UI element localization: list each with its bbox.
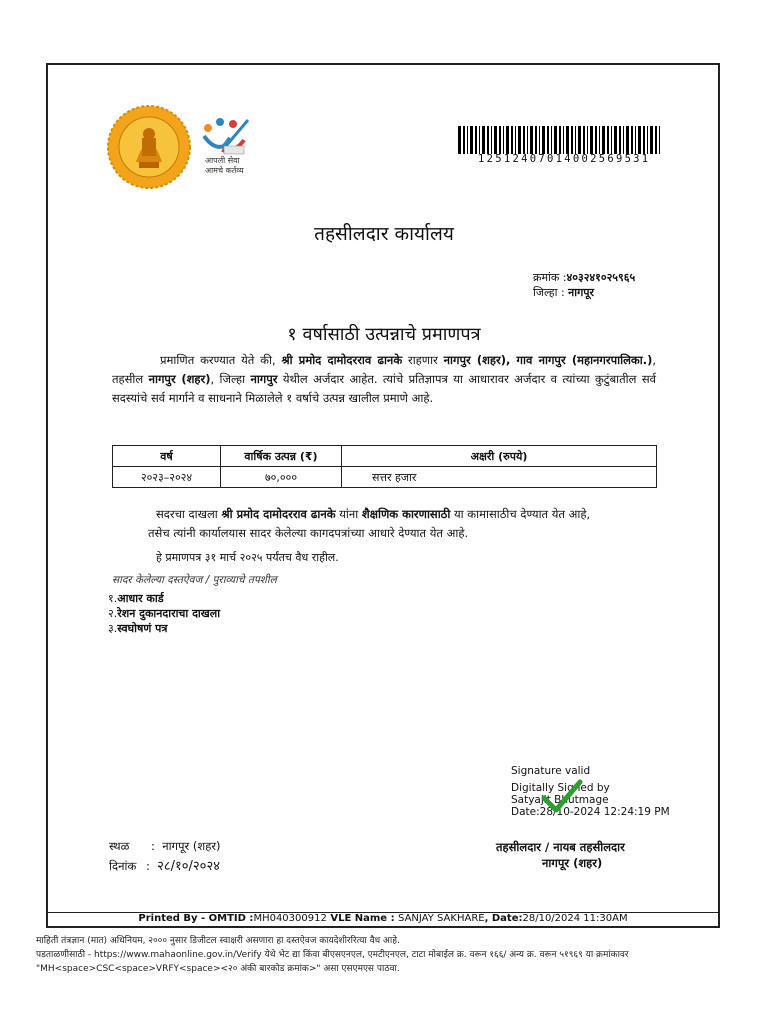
- signature-line-2: Satyajit Bhutmage: [511, 794, 609, 806]
- certificate-title: १ वर्षासाठी उत्पन्नाचे प्रमाणपत्र: [287, 324, 481, 345]
- vle-value: SANJAY SAKHARE: [398, 913, 485, 924]
- place-value: नागपूर (शहर): [162, 839, 221, 853]
- applicant-residence: नागपुर (शहर), गाव नागपुर (महानगरपालिका.): [443, 353, 653, 367]
- header-annual-income: वार्षिक उत्पन्न (₹): [221, 446, 342, 467]
- purpose-name: श्री प्रमोद दामोदरराव ढानके: [221, 507, 336, 521]
- purpose-text-3: या कामासाठीच देण्यात येत आहे,: [450, 507, 591, 521]
- cell-year: २०२३–२०२४: [113, 467, 221, 488]
- printed-by-line: [46, 913, 720, 924]
- income-table: [112, 445, 657, 488]
- maharashtra-emblem-icon: [106, 104, 192, 190]
- list-item: [108, 621, 167, 636]
- documents-heading: सादर केलेल्या दस्तऐवज / पुराव्याचे तपशील: [112, 574, 277, 586]
- barcode-icon: [458, 126, 664, 154]
- place-line: स्थळ : नागपूर (शहर): [109, 839, 221, 853]
- doc-label: आधार कार्ड: [117, 592, 164, 605]
- doc-label: स्वघोषणं पत्र: [117, 622, 168, 635]
- vle-label: VLE Name :: [326, 913, 399, 924]
- cell-income: ७०,०००: [221, 467, 342, 488]
- doc-num: ३.: [108, 622, 118, 635]
- printed-date-value: 28/10/2024 11:30AM: [522, 913, 628, 924]
- omtid-value: MH040300912: [253, 913, 327, 924]
- purpose-text-1: सदरचा दाखला: [156, 507, 222, 521]
- logo-tagline-line2: आमचे कर्तव्य: [205, 166, 244, 175]
- printed-label: Printed By -: [138, 913, 209, 924]
- logo-tagline-line1: आपली सेवा: [205, 156, 240, 165]
- table-row: [113, 467, 657, 488]
- certificate-border: [46, 63, 720, 928]
- intro-text-5: येथील अर्जदार आहेत. त्यांचे प्रतिज्ञापत्र या आधारावर अर्जदार व त्यांच्या कुटुंबातील सर्व सदस्यांचे सर्व मार्गाने व साधनाने मिळालेले १ वर्षाचे उत्पन्न खालील प्रमाणे आहे.: [112, 372, 656, 405]
- signature-check-icon: [540, 778, 584, 814]
- applicant-name: श्री प्रमोद दामोदरराव ढानके: [281, 353, 403, 367]
- intro-paragraph: [112, 351, 656, 408]
- header-year: वर्ष: [113, 446, 221, 467]
- footer-line-2: पडताळणीसाठी - https://www.mahaonline.gov.in/Verify येथे भेट द्या किंवा बीएसएनएल, एमटीएनएल, टाटा मोबाईल क्र. वरून १६६/ अन्य क्र. वरून ५१९६९ या क्रमांकावर: [36, 950, 629, 960]
- place-label: स्थळ: [109, 839, 130, 853]
- cell-in-words: सत्तर हजार: [342, 467, 657, 488]
- doc-num: १.: [108, 592, 118, 605]
- date-line: दिनांक : २८/१०/२०२४: [109, 859, 220, 874]
- intro-text-4: , जिल्हा: [210, 372, 251, 386]
- signature-status: Signature valid: [511, 765, 591, 777]
- omtid-label: OMTID :: [208, 913, 254, 924]
- logo-tagline: [205, 156, 244, 176]
- district-label: जिल्हा :: [533, 286, 565, 299]
- footer-line-3: "MH<space>CSC<space>VRFY<space><२० अंकी बारकोड क्रमांक>" असा एसएमएस पाठवा.: [36, 964, 400, 974]
- signature-line-1: Digitally Signed by: [511, 782, 610, 794]
- purpose-line-2: तसेच त्यांनी कार्यालयास सादर केलेल्या कागदपत्रांच्या आधारे देण्यात येत आहे.: [148, 526, 469, 540]
- list-item: [108, 591, 164, 606]
- signature-line-3: Date:28/10-2024 12:24:19 PM: [511, 806, 670, 818]
- income-table-header: [113, 446, 657, 467]
- officer-role: तहसीलदार / नायब तहसीलदार: [496, 840, 625, 854]
- barcode-number: 1251240701400256​9531: [478, 153, 651, 165]
- purpose-reason: शैक्षणिक कारणासाठी: [361, 507, 451, 521]
- district-value: नागपूर: [568, 286, 595, 299]
- district-line: [533, 285, 594, 300]
- list-item: [108, 606, 220, 621]
- doc-num: २.: [108, 607, 118, 620]
- intro-text-3: , तहसील: [112, 353, 656, 386]
- intro-text-1: प्रमाणित करण्यात येते की,: [160, 353, 282, 367]
- date-label: दिनांक: [109, 859, 137, 873]
- header-in-words: अक्षरी (रुपये): [342, 446, 657, 467]
- office-title: तहसीलदार कार्यालय: [314, 223, 454, 245]
- applicant-district: नागपुर: [250, 372, 278, 386]
- validity-text: हे प्रमाणपत्र ३१ मार्च २०२५ पर्यंतच वैध राहील.: [156, 551, 339, 564]
- footer-line-1: माहिती तंत्रज्ञान (मात) अधिनियम, २००० नुसार डिजीटल स्वाक्षरी असणारा हा दस्तऐवज कायदेशीररित्या वैध आहे.: [36, 936, 400, 946]
- applicant-tehsil: नागपुर (शहर): [148, 372, 211, 386]
- printed-date-label: , Date:: [484, 913, 523, 924]
- intro-text-2: राहणार: [402, 353, 444, 367]
- purpose-text-2: यांना: [335, 507, 362, 521]
- purpose-line-1: [112, 505, 656, 524]
- officer-location: नागपूर (शहर): [542, 856, 603, 870]
- certificate-number: [533, 270, 635, 285]
- number-label: क्रमांक :: [533, 271, 567, 284]
- doc-label: रेशन दुकानदाराचा दाखला: [117, 607, 221, 620]
- date-value: २८/१०/२०२४: [157, 859, 220, 874]
- number-value: ४०३२४१०२५९६५: [566, 271, 636, 284]
